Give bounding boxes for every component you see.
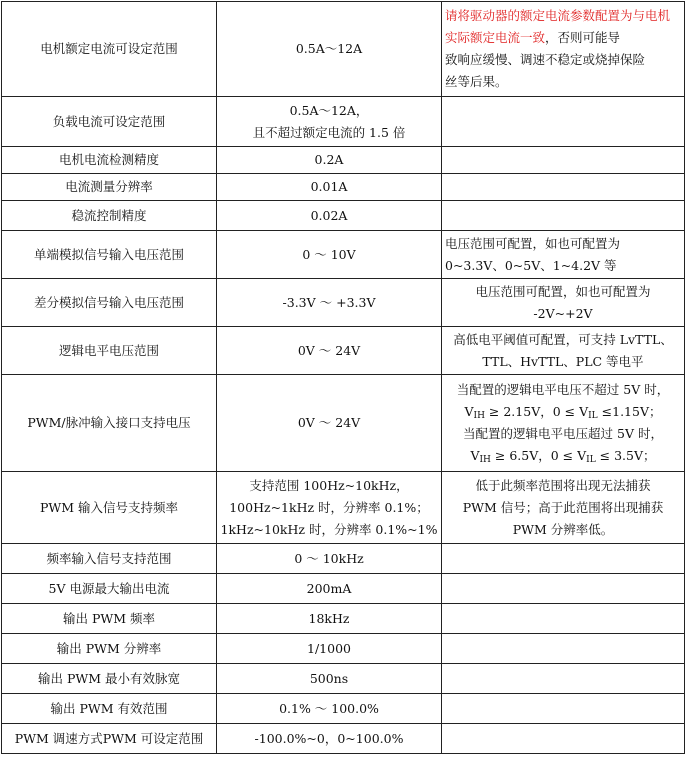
value-cell: 0.1% ～ 100.0%: [217, 694, 442, 724]
param-cell: 电机电流检测精度: [2, 147, 217, 174]
table-row: [2, 574, 685, 604]
table-row: [2, 634, 685, 664]
value-cell: 18kHz: [217, 604, 442, 634]
value-cell: 200mA: [217, 574, 442, 604]
note-cell: [442, 97, 685, 147]
value-cell: 0.5A～12A: [217, 2, 442, 97]
param-cell: 频率输入信号支持范围: [2, 544, 217, 574]
value-cell: 0.2A: [217, 147, 442, 174]
table-row: [2, 97, 685, 147]
value-cell: 0 ～ 10V: [217, 231, 442, 279]
value-cell: 0.02A: [217, 201, 442, 231]
note-cell: 高低电平阈值可配置，可支持 LvTTL、 TTL、HvTTL、PLC 等电平: [442, 327, 685, 375]
note-cell: [442, 544, 685, 574]
param-cell: 输出 PWM 最小有效脉宽: [2, 664, 217, 694]
value-cell: 支持范围 100Hz~10kHz， 100Hz~1kHz 时，分辨率 0.1%； 1kHz~10kHz 时，分辨率 0.1%~1%: [217, 472, 442, 544]
param-cell: PWM 调速方式PWM 可设定范围: [2, 724, 217, 754]
value-cell: -3.3V ～ +3.3V: [217, 279, 442, 327]
note-cell: 低于此频率范围将出现无法捕获 PWM 信号；高于此范围将出现捕获 PWM 分辨率低。: [442, 472, 685, 544]
param-cell: 输出 PWM 分辨率: [2, 634, 217, 664]
note-cell: [442, 174, 685, 201]
value-cell: 0V ～ 24V: [217, 327, 442, 375]
param-cell: 差分模拟信号输入电压范围: [2, 279, 217, 327]
value-cell: 0.01A: [217, 174, 442, 201]
param-cell: PWM 输入信号支持频率: [2, 472, 217, 544]
param-cell: 单端模拟信号输入电压范围: [2, 231, 217, 279]
note-cell: [442, 694, 685, 724]
table-row: [2, 2, 685, 97]
note-cell: [442, 201, 685, 231]
note-cell: [442, 634, 685, 664]
note-cell: 电压范围可配置，如也可配置为 0~3.3V、0~5V、1~4.2V 等: [442, 231, 685, 279]
note-cell: 请将驱动器的额定电流参数配置为与电机实际额定电流一致，否则可能导 致响应缓慢、调速不稳定或烧掉保险 丝等后果。: [442, 2, 685, 97]
param-cell: 稳流控制精度: [2, 201, 217, 231]
note-cell: [442, 664, 685, 694]
table-row: [2, 279, 685, 327]
param-cell: 输出 PWM 频率: [2, 604, 217, 634]
warning-text: 请将驱动器的额定电流参数配置为与电机实际额定电流一致: [445, 8, 671, 45]
note-cell: 电压范围可配置，如也可配置为 -2V~+2V: [442, 279, 685, 327]
param-cell: 负载电流可设定范围: [2, 97, 217, 147]
value-cell: 0 ～ 10kHz: [217, 544, 442, 574]
value-cell: 0.5A～12A， 且不超过额定电流的 1.5 倍: [217, 97, 442, 147]
table-row: [2, 472, 685, 544]
value-cell: -100.0%~0，0~100.0%: [217, 724, 442, 754]
note-cell: [442, 574, 685, 604]
param-cell: 输出 PWM 有效范围: [2, 694, 217, 724]
table-row: [2, 375, 685, 472]
table-row: [2, 147, 685, 174]
value-cell: 500ns: [217, 664, 442, 694]
note-cell: 当配置的逻辑电平电压不超过 5V 时， $V_{IH} \ge 2.15V$，$0 \le V_{IL} \le 1.15V$； 当配置的逻辑电平电压超过 5V 时， $V_{IH} \ge 6.5V$，$0 \le V_{IL} \le 3.5V$；: [442, 375, 685, 472]
note-cell: [442, 147, 685, 174]
param-cell: 逻辑电平电压范围: [2, 327, 217, 375]
note-cell: [442, 604, 685, 634]
table-row: [2, 664, 685, 694]
table-row: [2, 231, 685, 279]
table-row: [2, 724, 685, 754]
spec-table: [1, 1, 685, 754]
param-cell: PWM/脉冲输入接口支持电压: [2, 375, 217, 472]
param-cell: 电流测量分辨率: [2, 174, 217, 201]
value-cell: 1/1000: [217, 634, 442, 664]
table-row: [2, 327, 685, 375]
note-cell: [442, 724, 685, 754]
table-row: [2, 544, 685, 574]
param-cell: 5V 电源最大输出电流: [2, 574, 217, 604]
value-cell: 0V ～ 24V: [217, 375, 442, 472]
table-row: [2, 174, 685, 201]
table-row: [2, 201, 685, 231]
table-row: [2, 694, 685, 724]
param-cell: 电机额定电流可设定范围: [2, 2, 217, 97]
table-row: [2, 604, 685, 634]
